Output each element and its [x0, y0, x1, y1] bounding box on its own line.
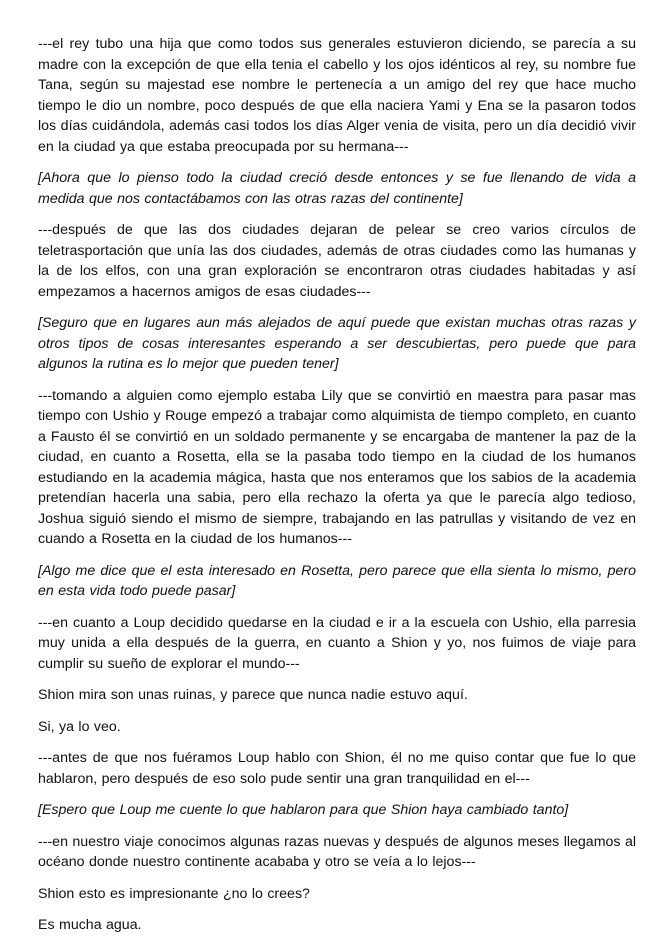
dialogue-line: Shion mira son unas ruinas, y parece que nunca nadie estuvo aquí.: [38, 687, 468, 703]
narration-paragraph: ---tomando a alguien como ejemplo estaba Lily que se convirtió en maestra para pasar mas tiempo con Ushio y Rouge empezó a trabajar como alquimista de tiempo completo, en cuanto a Fausto él se convirtió en un soldado permanente y se encargaba de mantener la paz de la ciudad, en cuanto a Rosetta, ella se la pasaba todo tiempo en la ciudad de los humanos estudiando en la academia mágica, hasta que nos enteramos que los sabios de la academia pretendían hacerla una sabia, pero ella rechazo la oferta ya que le parecía algo tedioso, Joshua siguió siendo el mismo de siempre, trabajando en las patrullas y visitando de vez en cuando a Rosetta en la ciudad de los humanos---: [38, 387, 636, 547]
narration-paragraph: ---en nuestro viaje conocimos algunas razas nuevas y después de algunos meses llegamos al océano donde nuestro continente acababa y otro se veía a lo lejos---: [38, 833, 636, 870]
narration-paragraph: ---el rey tubo una hija que como todos sus generales estuvieron diciendo, se parecía a su madre con la excepción de que ella tenia el cabello y los ojos idénticos al rey, su nombre fue Tana, según su majestad ese nombre le pertenecía a un amigo del rey que hace mucho tiempo le dio un nombre, poco después de que ella naciera Yami y Ena se la pasaron todos los días cuidándola, además casi todos los días Alger venia de visita, pero un día decidió vivir en la ciudad ya que estaba preocupada por su hermana---: [38, 36, 636, 155]
narration-paragraph: ---antes de que nos fuéramos Loup hablo con Shion, él no me quiso contar que fue lo que hablaron, pero después de eso solo pude sentir una gran tranquilidad en el---: [38, 750, 636, 787]
dialogue-line: Si, ya lo veo.: [38, 718, 121, 735]
thought-paragraph: [Espero que Loup me cuente lo que hablaron para que Shion haya cambiado tanto]: [38, 802, 569, 818]
narration-paragraph: ---en cuanto a Loup decidido quedarse en la ciudad e ir a la escuela con Ushio, ella parresia muy unida a ella después de la guerra, en cuanto a Shion y yo, nos fuimos de viaje para cumplir su sueño de explorar el mundo---: [38, 614, 636, 672]
document-page: [38, 34, 636, 947]
thought-paragraph: [Algo me dice que el esta interesado en Rosetta, pero parece que ella sienta lo mismo, pero en esta vida todo puede pasar]: [38, 562, 636, 599]
dialogue-line: Shion esto es impresionante ¿no lo crees?: [38, 885, 310, 902]
dialogue-line: Es mucha agua.: [38, 917, 142, 933]
thought-paragraph: [Seguro que en lugares aun más alejados de aquí puede que existan muchas otras razas y otros tipos de cosas interesantes esperando a ser descubiertas, pero puede que para algunos la rutina es lo mejor que pueden tener]: [38, 315, 636, 372]
narration-paragraph: ---después de que las dos ciudades dejaran de pelear se creo varios círculos de teletrasportación que unía las dos ciudades, además de otras ciudades como las humanas y la de los elfos, con una gran exploración se encontraron otras ciudades habitadas y así empezamos a hacernos amigos de esas ciudades---: [38, 222, 636, 300]
thought-paragraph: [Ahora que lo pienso todo la ciudad creció desde entonces y se fue llenando de vida a medida que nos contactábamos con las otras razas del continente]: [38, 170, 636, 207]
